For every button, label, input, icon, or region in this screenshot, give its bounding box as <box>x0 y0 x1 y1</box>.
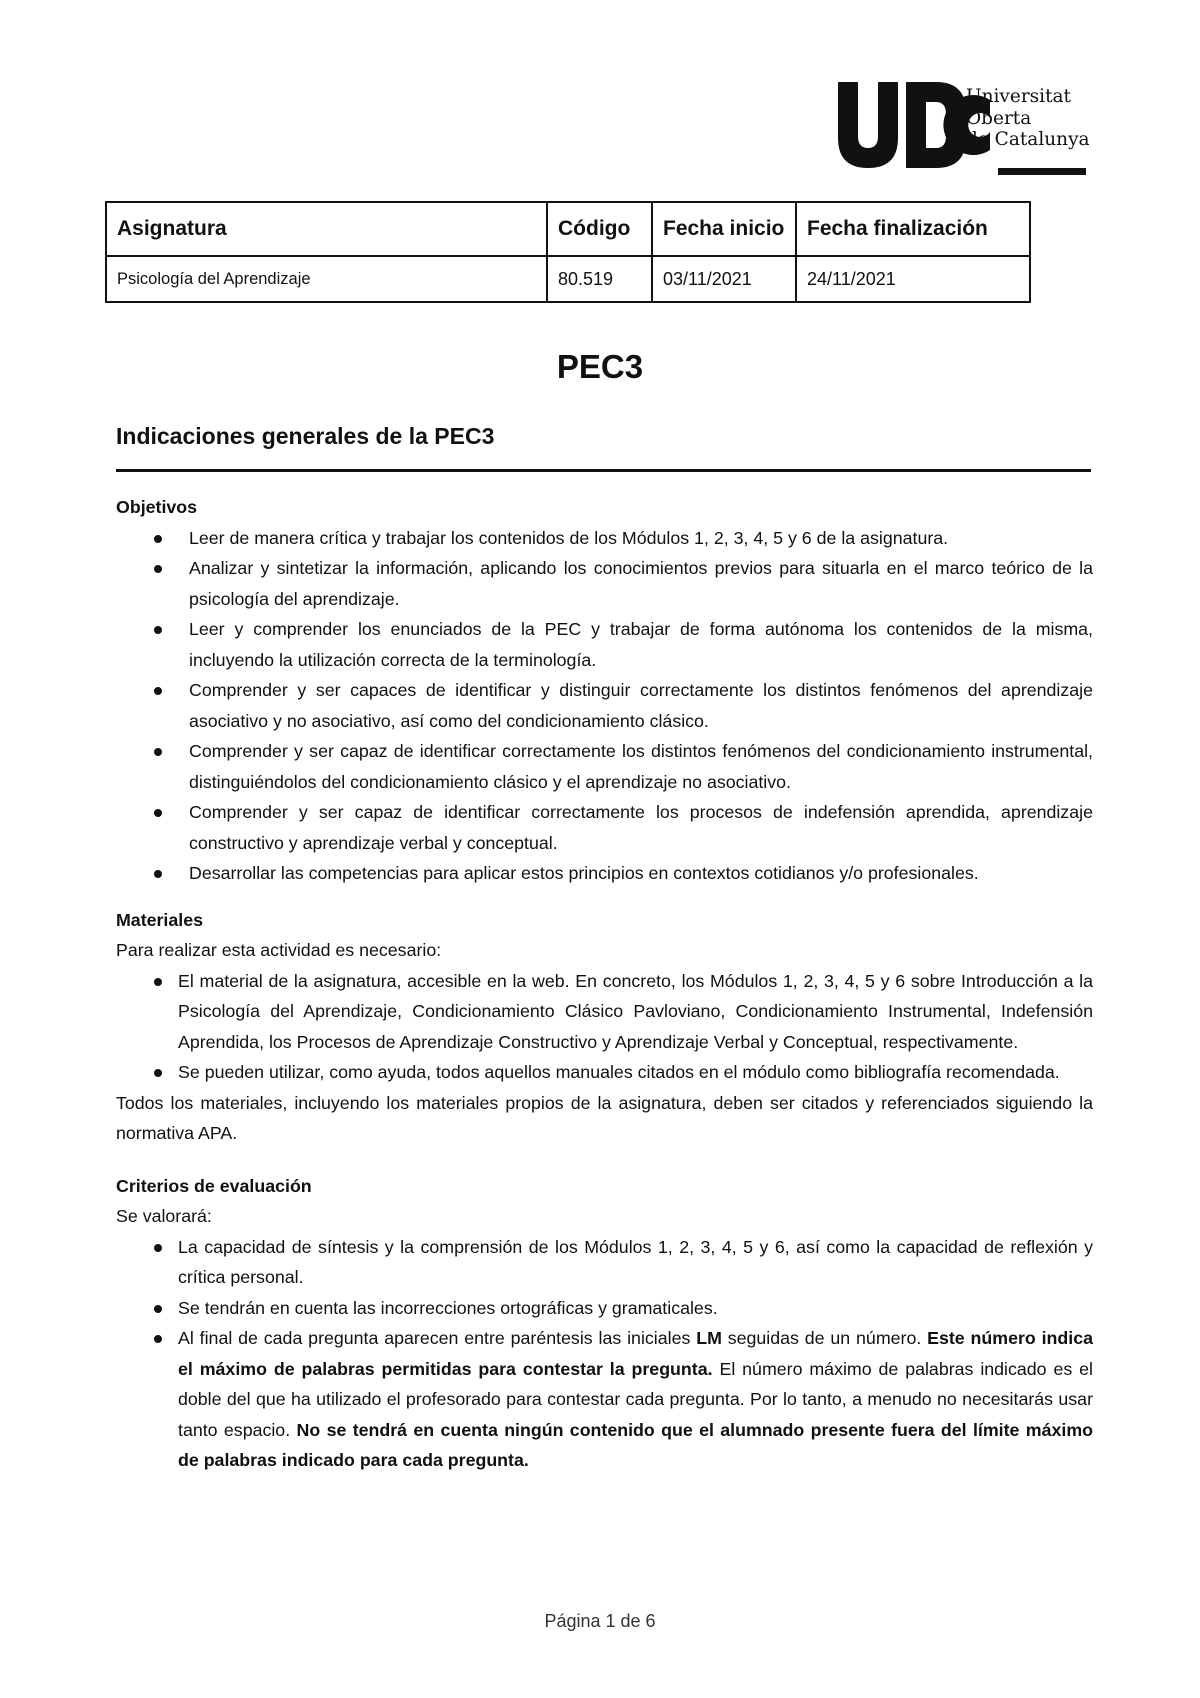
spacer <box>116 1149 1093 1171</box>
list-item-text: El material de la asignatura, accesible en la web. En concreto, los Módulos 1, 2, 3, 4, 5 y 6 sobre Introducción a la Psicología del Aprendizaje, Condicionamiento Clásico Pavloviano, Condicionamiento Instrumental, Indefensión Aprendida, los Procesos de Aprendizaje Constructivo y Aprendizaje Verbal y Conceptual, respectivamente. <box>178 970 1093 1052</box>
criterios-word-limit-bold: Este número indica el máximo de palabras permitidas para contestar la pregunta. <box>178 1328 1093 1379</box>
page-number: Página 1 de 6 <box>544 1611 656 1631</box>
bullet-icon <box>154 626 162 634</box>
spacer <box>116 889 1093 905</box>
list-item <box>116 1232 1093 1293</box>
criterios-heading: Criterios de evaluación <box>116 1175 312 1196</box>
course-info-header-row <box>106 202 1030 256</box>
bullet-icon <box>154 1335 162 1343</box>
list-item-text: Desarrollar las competencias para aplicar estos principios en contextos cotidianos y/o profesionales. <box>189 863 979 883</box>
materiales-heading: Materiales <box>116 909 203 930</box>
list-item-text: Leer de manera crítica y trabajar los contenidos de los Módulos 1, 2, 3, 4, 5 y 6 de la asignatura. <box>189 527 949 548</box>
criterios-lm-bold: LM <box>696 1328 722 1348</box>
header-codigo: Código <box>547 202 652 256</box>
bullet-icon <box>154 1305 162 1313</box>
list-item <box>116 675 1093 736</box>
list-item-text: Se tendrán en cuenta las incorrecciones ortográficas y gramaticales. <box>178 1297 718 1318</box>
bullet-icon <box>154 809 162 817</box>
course-info-table <box>105 201 1031 303</box>
cell-asignatura: Psicología del Aprendizaje <box>106 256 547 302</box>
criterios-text-1: Al final de cada pregunta aparecen entre paréntesis las iniciales <box>178 1328 697 1348</box>
materiales-list <box>116 966 1093 1088</box>
cell-fecha-inicio: 03/11/2021 <box>652 256 796 302</box>
course-info-row <box>106 256 1030 302</box>
university-name <box>966 86 1090 151</box>
criterios-list <box>116 1232 1093 1476</box>
bullet-icon <box>154 748 162 756</box>
materiales-outro: Todos los materiales, incluyendo los materiales propios de la asignatura, deben ser citados y referenciados siguiendo la normativa APA. <box>116 1092 1093 1143</box>
bullet-icon <box>154 1069 162 1077</box>
list-item-text: Comprender y ser capaz de identificar correctamente los procesos de indefensión aprendida, aprendizaje constructivo y aprendizaje verbal y conceptual. <box>189 802 1093 853</box>
university-name-line1: Universitat <box>966 86 1071 107</box>
header-asignatura: Asignatura <box>106 202 547 256</box>
bullet-icon <box>154 1244 162 1252</box>
list-item <box>116 523 1093 554</box>
university-name-line3: de Catalunya <box>966 129 1090 150</box>
cell-fecha-finalizacion: 24/11/2021 <box>796 256 1030 302</box>
list-item <box>116 1323 1093 1476</box>
bullet-icon <box>154 535 162 543</box>
criterios-intro: Se valorará: <box>116 1206 212 1226</box>
header-fecha-finalizacion: Fecha finalización <box>796 202 1030 256</box>
section-title: Indicaciones generales de la PEC3 <box>116 423 495 449</box>
list-item <box>116 966 1093 1058</box>
list-item <box>116 1057 1093 1088</box>
bullet-icon <box>154 687 162 695</box>
objetivos-heading: Objetivos <box>116 497 198 517</box>
bullet-icon <box>154 870 162 878</box>
list-item-text: La capacidad de síntesis y la comprensión de los Módulos 1, 2, 3, 4, 5 y 6, así como la capacidad de reflexión y crítica personal. <box>178 1236 1093 1287</box>
list-item <box>116 1293 1093 1324</box>
bullet-icon <box>154 565 162 573</box>
list-item-text: Comprender y ser capaces de identificar y distinguir correctamente los distintos fenómenos del aprendizaje asociativo y no asociativo, así como del condicionamiento clásico. <box>189 680 1093 731</box>
cell-codigo: 80.519 <box>547 256 652 302</box>
university-name-line2: Oberta <box>966 107 1032 129</box>
section-divider <box>116 469 1091 472</box>
list-item <box>116 797 1093 858</box>
materiales-intro: Para realizar esta actividad es necesario: <box>116 940 442 960</box>
document-body <box>116 492 1093 1476</box>
bullet-icon <box>154 978 162 986</box>
list-item-text: Comprender y ser capaz de identificar correctamente los distintos fenómenos del condicionamiento instrumental, distinguiéndolos del condicionamiento clásico y el aprendizaje no asociativo. <box>189 741 1093 792</box>
list-item-text: Leer y comprender los enunciados de la PEC y trabajar de forma autónoma los contenidos de la misma, incluyendo la utilización correcta de la terminología. <box>189 619 1093 670</box>
list-item <box>116 553 1093 614</box>
list-item <box>116 736 1093 797</box>
list-item-text <box>178 1328 1093 1470</box>
criterios-limit-warning-bold: No se tendrá en cuenta ningún contenido que el alumnado presente fuera del límite máximo de palabras indicado para cada pregunta. <box>178 1419 1093 1470</box>
list-item <box>116 614 1093 675</box>
list-item-text: Analizar y sintetizar la información, aplicando los conocimientos previos para situarla en el marco teórico de la psicología del aprendizaje. <box>189 558 1093 609</box>
header-fecha-inicio: Fecha inicio <box>652 202 796 256</box>
objetivos-list <box>116 523 1093 889</box>
page-title: PEC3 <box>556 348 644 385</box>
criterios-text-5: El número máximo de palabras indicado es el doble del que ha utilizado el profesorado para contestar cada pregunta. Por lo tanto, a menudo no necesitarás usar tanto espacio. <box>178 1358 1093 1440</box>
criterios-text-3: seguidas de un número. <box>721 1328 928 1348</box>
list-item-text: Se pueden utilizar, como ayuda, todos aquellos manuales citados en el módulo como bibliografía recomendada. <box>178 1062 1060 1082</box>
list-item <box>116 858 1093 889</box>
